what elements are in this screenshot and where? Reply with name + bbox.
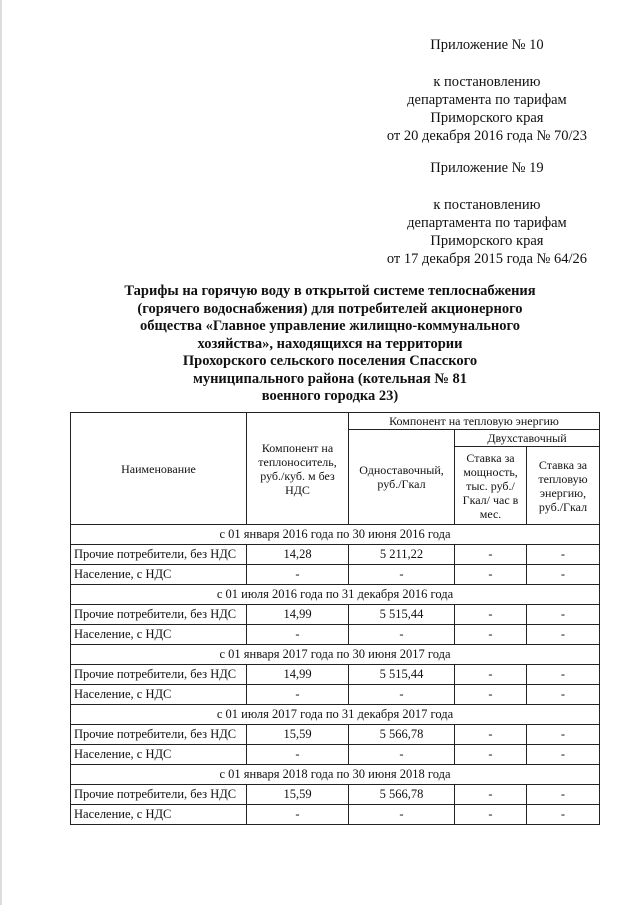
energy-rate-cell: - <box>527 725 600 745</box>
approval-line: департамента по тарифам <box>407 92 567 108</box>
table-row <box>71 545 600 565</box>
capacity-rate-cell: - <box>455 545 527 565</box>
consumer-name-cell: Население, с НДС <box>71 685 247 705</box>
header-energy-rate: Ставка за тепловую энергию, руб./Гкал <box>527 447 600 525</box>
appendix-number: Приложение № 10 <box>430 37 544 53</box>
consumer-name-cell: Прочие потребители, без НДС <box>71 665 247 685</box>
energy-rate-cell: - <box>527 685 600 705</box>
table-row <box>71 665 600 685</box>
energy-rate-cell: - <box>527 605 600 625</box>
single-rate-cell: - <box>349 565 455 585</box>
table-row <box>71 625 600 645</box>
header-carrier: Компонент на теплоноситель, руб./куб. м без НДС <box>247 413 349 525</box>
capacity-rate-cell: - <box>455 685 527 705</box>
energy-rate-cell: - <box>527 545 600 565</box>
period-label: с 01 июля 2017 года по 31 декабря 2017 года <box>71 705 600 725</box>
approval-block-1 <box>387 36 587 145</box>
table-row <box>71 685 600 705</box>
header-single-rate: Одноставочный, руб./Гкал <box>349 430 455 525</box>
period-label: с 01 июля 2016 года по 31 декабря 2016 года <box>71 585 600 605</box>
carrier-value-cell: - <box>247 805 349 825</box>
energy-rate-cell: - <box>527 745 600 765</box>
energy-rate-cell: - <box>527 805 600 825</box>
table-body <box>71 525 600 825</box>
table-row <box>71 725 600 745</box>
title-line: общества «Главное управление жилищно-коммунального <box>139 318 521 334</box>
scan-edge <box>0 0 2 905</box>
period-row <box>71 705 600 725</box>
consumer-name-cell: Прочие потребители, без НДС <box>71 545 247 565</box>
approval-line: к постановлению <box>433 197 541 213</box>
energy-rate-cell: - <box>527 665 600 685</box>
single-rate-cell: - <box>349 745 455 765</box>
consumer-name-cell: Население, с НДС <box>71 745 247 765</box>
carrier-value-cell: 15,59 <box>247 785 349 805</box>
table-row <box>71 805 600 825</box>
period-row <box>71 585 600 605</box>
approval-date: от 20 декабря 2016 года № 70/23 <box>386 128 587 144</box>
title-line: военного городка 23) <box>261 388 399 404</box>
single-rate-cell: 5 515,44 <box>349 605 455 625</box>
period-row <box>71 525 600 545</box>
capacity-rate-cell: - <box>455 745 527 765</box>
capacity-rate-cell: - <box>455 725 527 745</box>
header-capacity-rate: Ставка за мощность, тыс. руб./Гкал/ час в мес. <box>455 447 527 525</box>
consumer-name-cell: Прочие потребители, без НДС <box>71 785 247 805</box>
title-line: Тарифы на горячую воду в открытой системе теплоснабжения <box>124 283 536 299</box>
consumer-name-cell: Прочие потребители, без НДС <box>71 725 247 745</box>
carrier-value-cell: - <box>247 565 349 585</box>
capacity-rate-cell: - <box>455 805 527 825</box>
approval-date: от 17 декабря 2015 года № 64/26 <box>386 251 587 267</box>
table-row <box>71 605 600 625</box>
approval-line: к постановлению <box>433 74 541 90</box>
period-label: с 01 января 2017 года по 30 июня 2017 года <box>71 645 600 665</box>
header-name: Наименование <box>71 413 247 525</box>
carrier-value-cell: - <box>247 625 349 645</box>
consumer-name-cell: Население, с НДС <box>71 805 247 825</box>
table-row <box>71 565 600 585</box>
carrier-value-cell: - <box>247 685 349 705</box>
capacity-rate-cell: - <box>455 605 527 625</box>
period-label: с 01 января 2016 года по 30 июня 2016 года <box>71 525 600 545</box>
carrier-value-cell: 14,28 <box>247 545 349 565</box>
header-energy: Компонент на тепловую энергию <box>349 413 600 430</box>
approval-line: департамента по тарифам <box>407 215 567 231</box>
capacity-rate-cell: - <box>455 785 527 805</box>
consumer-name-cell: Население, с НДС <box>71 625 247 645</box>
single-rate-cell: - <box>349 625 455 645</box>
tariff-table <box>70 412 600 825</box>
consumer-name-cell: Население, с НДС <box>71 565 247 585</box>
energy-rate-cell: - <box>527 625 600 645</box>
approval-line: Приморского края <box>430 233 544 249</box>
carrier-value-cell: 14,99 <box>247 605 349 625</box>
consumer-name-cell: Прочие потребители, без НДС <box>71 605 247 625</box>
title-line: хозяйства», находящихся на территории <box>197 335 463 352</box>
capacity-rate-cell: - <box>455 665 527 685</box>
energy-rate-cell: - <box>527 565 600 585</box>
single-rate-cell: - <box>349 685 455 705</box>
appendix-number: Приложение № 19 <box>430 160 544 176</box>
title-line: (горячего водоснабжения) для потребителей акционерного <box>137 300 523 317</box>
carrier-value-cell: 15,59 <box>247 725 349 745</box>
single-rate-cell: - <box>349 805 455 825</box>
single-rate-cell: 5 211,22 <box>349 545 455 565</box>
single-rate-cell: 5 566,78 <box>349 785 455 805</box>
energy-rate-cell: - <box>527 785 600 805</box>
table-row <box>71 785 600 805</box>
approval-line: Приморского края <box>430 110 544 126</box>
period-row <box>71 765 600 785</box>
capacity-rate-cell: - <box>455 565 527 585</box>
single-rate-cell: 5 566,78 <box>349 725 455 745</box>
carrier-value-cell: 14,99 <box>247 665 349 685</box>
capacity-rate-cell: - <box>455 625 527 645</box>
approval-block-2 <box>387 159 587 268</box>
title-line: муниципального района (котельная № 81 <box>192 370 468 387</box>
table-row <box>71 745 600 765</box>
carrier-value-cell: - <box>247 745 349 765</box>
period-row <box>71 645 600 665</box>
header-two-rate: Двухставочный <box>455 430 600 447</box>
document-title <box>70 283 590 406</box>
period-label: с 01 января 2018 года по 30 июня 2018 года <box>71 765 600 785</box>
single-rate-cell: 5 515,44 <box>349 665 455 685</box>
title-line: Прохорского сельского поселения Спасского <box>182 353 478 369</box>
